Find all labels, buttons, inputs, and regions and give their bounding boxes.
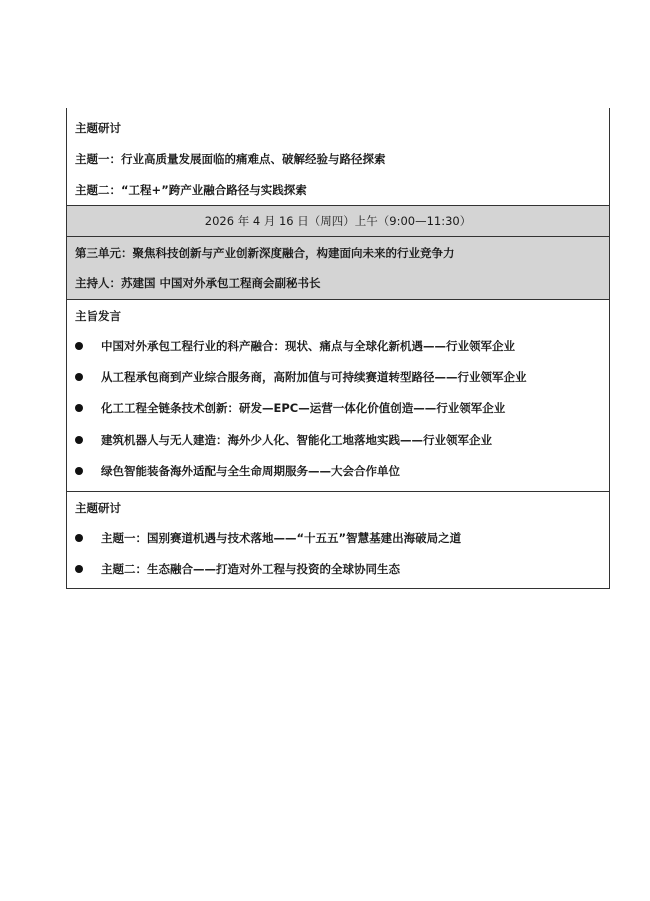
discussion-item-text: 主题一：国别赛道机遇与技术落地——“十五五”智慧基建出海破局之道: [101, 531, 462, 545]
bullet-icon: [75, 467, 83, 475]
agenda-table: [66, 108, 610, 589]
keynote-heading: 主旨发言: [75, 309, 121, 323]
host-text: 主持人：苏建国 中国对外承包工程商会副秘书长: [75, 276, 321, 290]
bullet-icon: [75, 404, 83, 412]
keynote-item-text: 化工工程全链条技术创新：研发—EPC—运营一体化价值创造——行业领军企业: [101, 401, 506, 415]
discussion-item-text: 主题二：生态融合——打造对外工程与投资的全球协同生态: [101, 562, 400, 576]
keynote-item-text: 绿色智能装备海外适配与全生命周期服务——大会合作单位: [101, 464, 400, 478]
bullet-icon: [75, 534, 83, 542]
bullet-icon: [75, 565, 83, 573]
topic-one-text: 主题一：行业高质量发展面临的痛难点、破解经验与路径探索: [75, 152, 386, 166]
keynote-item-text: 从工程承包商到产业综合服务商，高附加值与可持续赛道转型路径——行业领军企业: [101, 370, 527, 384]
keynote-section: [67, 300, 609, 492]
date-text: 2026 年 4 月 16 日（周四）上午（9:00—11:30）: [204, 214, 472, 228]
bullet-icon: [75, 342, 83, 350]
section-heading: 主题研讨: [75, 121, 121, 135]
section-heading: 主题研讨: [75, 501, 121, 515]
topic-two-text: 主题二：“工程+”跨产业融合路径与实践探索: [75, 183, 307, 197]
date-row: [67, 206, 609, 237]
keynote-item-text: 中国对外承包工程行业的科产融合：现状、痛点与全球化新机遇——行业领军企业: [101, 339, 515, 353]
bullet-icon: [75, 373, 83, 381]
topic-discussion-section-1: [67, 108, 609, 206]
topic-discussion-section-2: [67, 492, 609, 588]
unit-title: 第三单元：聚焦科技创新与产业创新深度融合，构建面向未来的行业竞争力: [75, 246, 455, 260]
keynote-item-text: 建筑机器人与无人建造：海外少人化、智能化工地落地实践——行业领军企业: [101, 433, 492, 447]
unit-row: [67, 237, 609, 300]
bullet-icon: [75, 436, 83, 444]
